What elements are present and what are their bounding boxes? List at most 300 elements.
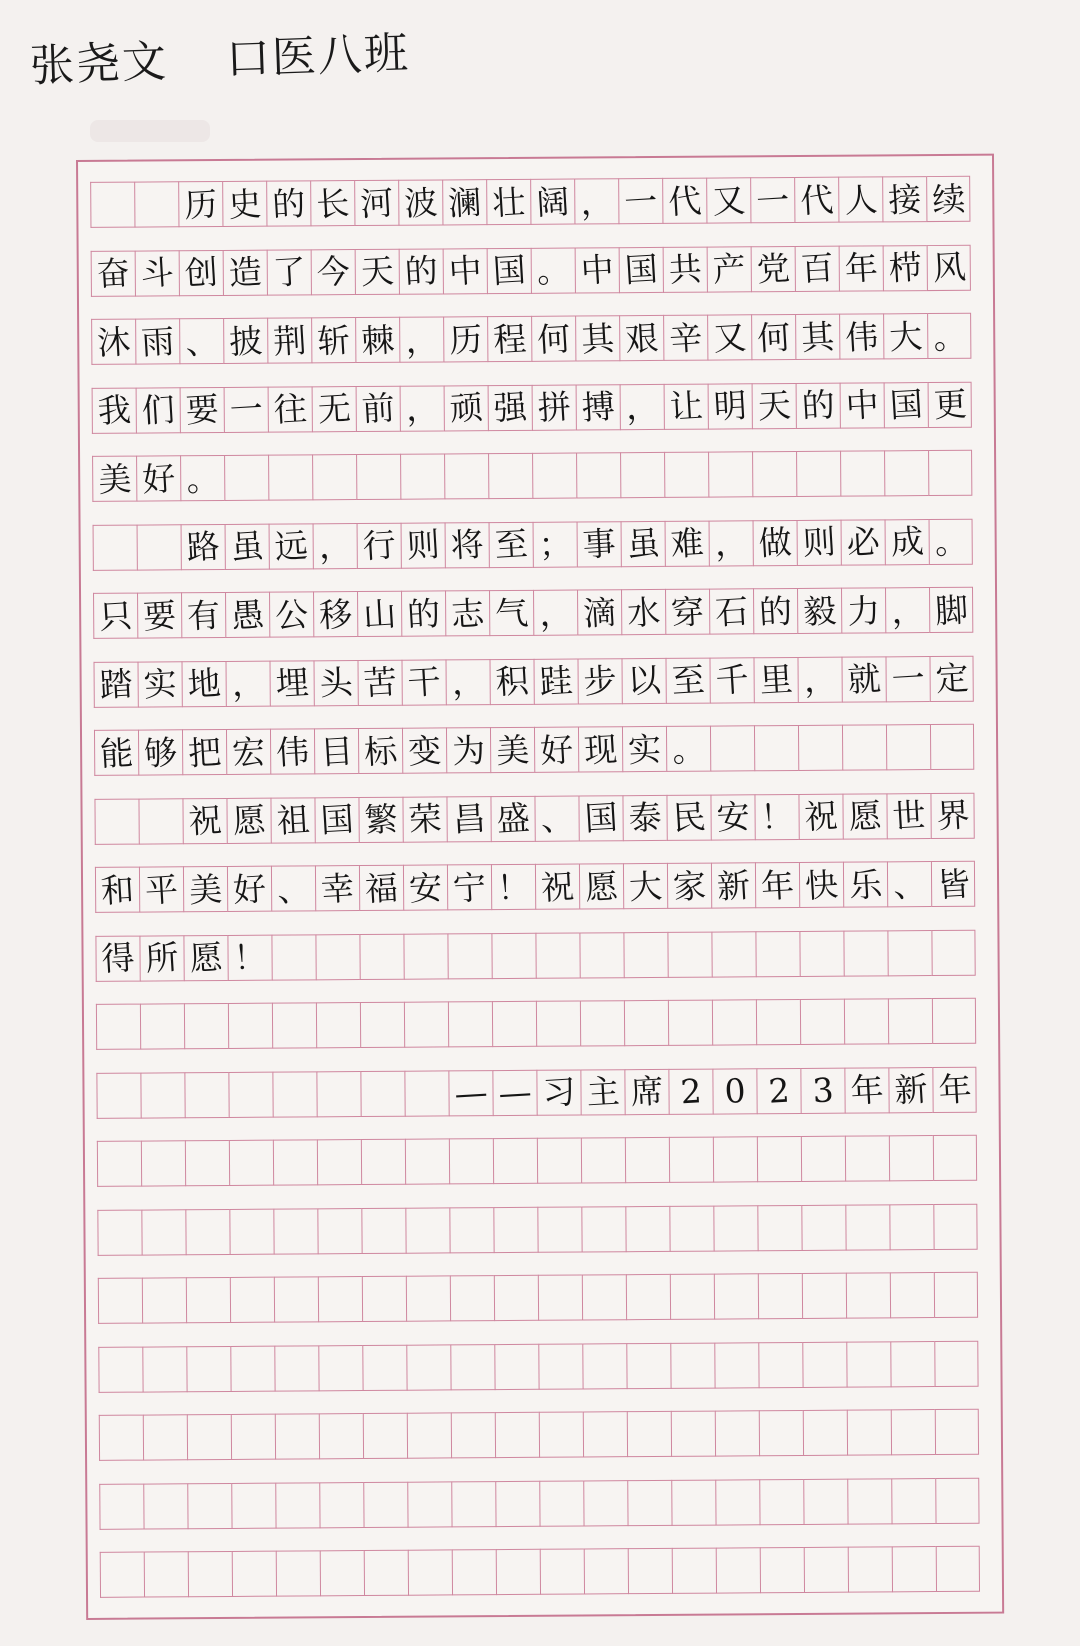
grid-cell xyxy=(267,249,311,295)
grid-cell xyxy=(449,1138,493,1184)
handwritten-char: 公 xyxy=(274,594,310,635)
handwritten-char: 只 xyxy=(98,595,134,637)
grid-cell xyxy=(93,593,137,639)
grid-cell xyxy=(884,450,928,496)
handwritten-char: 脚 xyxy=(933,589,969,631)
grid-cell xyxy=(929,518,973,564)
grid-cell xyxy=(408,1549,452,1595)
handwritten-char: 、 xyxy=(184,320,220,362)
grid-cell xyxy=(93,524,137,570)
grid-cell xyxy=(141,1209,185,1255)
grid-cell xyxy=(492,1001,536,1047)
grid-cell xyxy=(888,998,932,1044)
grid-cell xyxy=(803,1410,847,1456)
handwritten-char: 美 xyxy=(495,729,531,771)
grid-cell xyxy=(845,1135,889,1181)
handwritten-char: 定 xyxy=(934,657,970,699)
grid-cell xyxy=(933,1135,977,1181)
grid-cell xyxy=(360,1070,404,1116)
handwritten-char: 新 xyxy=(893,1069,929,1111)
grid-cell xyxy=(759,1478,803,1524)
handwritten-char: 。 xyxy=(185,457,221,499)
grid-cell xyxy=(272,1002,316,1048)
grid-cell xyxy=(622,726,666,772)
handwritten-char: 美 xyxy=(97,458,133,500)
grid-row xyxy=(97,1135,977,1187)
handwritten-char: 做 xyxy=(757,522,793,564)
grid-cell xyxy=(179,249,223,295)
grid-row xyxy=(94,792,974,844)
handwritten-char: ， xyxy=(538,592,574,634)
grid-cell xyxy=(311,249,355,295)
handwritten-char: 的 xyxy=(406,593,442,635)
grid-cell xyxy=(315,934,359,980)
grid-cell xyxy=(582,1343,626,1389)
grid-cell xyxy=(670,1274,714,1320)
grid-cell xyxy=(99,1415,143,1461)
grid-cell xyxy=(404,1001,448,1047)
handwritten-char: 祝 xyxy=(539,866,576,908)
grid-row xyxy=(92,450,972,502)
grid-cell xyxy=(838,176,882,222)
grid-cell xyxy=(319,1413,363,1459)
handwritten-char: 好 xyxy=(141,457,177,499)
handwritten-char: 必 xyxy=(845,521,881,563)
handwritten-char: 无 xyxy=(316,388,352,430)
grid-cell xyxy=(933,1203,977,1249)
grid-row xyxy=(98,1340,978,1392)
handwritten-char: 快 xyxy=(803,864,840,906)
handwritten-char: ， xyxy=(890,589,926,631)
handwritten-char: 棘 xyxy=(360,319,396,361)
handwritten-char: 难 xyxy=(669,522,705,564)
grid-cell xyxy=(627,1411,671,1457)
grid-cell xyxy=(313,591,357,637)
grid-cell xyxy=(227,866,271,912)
handwritten-char: 让 xyxy=(668,385,704,427)
handwritten-char: 虽 xyxy=(625,523,661,564)
grid-cell xyxy=(623,863,667,909)
grid-cell xyxy=(669,1205,713,1251)
grid-cell xyxy=(184,1071,228,1117)
grid-cell xyxy=(841,656,885,702)
grid-cell xyxy=(445,659,489,705)
grid-cell xyxy=(269,660,313,706)
grid-cell xyxy=(887,930,931,976)
handwritten-char: 搏 xyxy=(580,386,616,428)
grid-cell xyxy=(626,1274,670,1320)
grid-cell xyxy=(843,930,887,976)
grid-cell xyxy=(883,313,927,359)
grid-cell xyxy=(489,658,533,704)
handwritten-char: 其 xyxy=(580,317,616,359)
handwritten-char: 产 xyxy=(711,248,747,290)
handwritten-char: 目 xyxy=(319,730,355,772)
handwritten-char: 路 xyxy=(185,526,221,568)
handwritten-char: 一 xyxy=(623,180,659,222)
handwritten-char: 移 xyxy=(318,593,354,635)
handwritten-char: 。 xyxy=(670,728,707,770)
grid-cell xyxy=(797,519,841,565)
handwritten-char: 伟 xyxy=(844,316,880,357)
grid-cell xyxy=(842,724,886,770)
grid-cell xyxy=(706,177,750,223)
grid-cell xyxy=(187,1482,231,1528)
grid-row xyxy=(99,1477,979,1529)
handwritten-char: 昌 xyxy=(451,798,487,840)
handwritten-char: 盛 xyxy=(495,798,531,839)
handwritten-char: 斗 xyxy=(139,252,175,294)
grid-cell xyxy=(840,450,884,496)
grid-cell xyxy=(268,454,312,500)
handwritten-char: 愿 xyxy=(231,799,267,841)
handwritten-char: 水 xyxy=(626,591,662,633)
grid-cell xyxy=(181,592,225,638)
handwritten-char: 辛 xyxy=(668,317,704,359)
grid-cell xyxy=(672,1548,716,1594)
grid-row xyxy=(93,587,973,639)
grid-cell xyxy=(92,456,136,502)
grid-cell xyxy=(276,1550,320,1596)
grid-cell xyxy=(137,524,181,570)
grid-cell xyxy=(795,314,839,360)
grid-cell xyxy=(134,181,178,227)
handwritten-char: 福 xyxy=(363,867,400,909)
grid-cell xyxy=(312,454,356,500)
grid-cell xyxy=(401,590,445,636)
grid-cell xyxy=(94,730,138,776)
grid-cell xyxy=(578,726,622,772)
handwritten-char: 国 xyxy=(623,249,659,291)
grid-cell xyxy=(531,247,575,293)
handwritten-char: 雨 xyxy=(140,320,176,362)
grid-cell xyxy=(318,1276,362,1322)
grid-cell xyxy=(95,935,139,981)
grid-cell xyxy=(447,933,491,979)
grid-cell xyxy=(363,1481,407,1527)
grid-cell xyxy=(711,862,755,908)
grid-cell xyxy=(182,729,226,775)
grid-cell xyxy=(619,315,663,361)
grid-cell xyxy=(142,1346,186,1392)
grid-cell xyxy=(844,1067,888,1113)
grid-cell xyxy=(363,1413,407,1459)
grid-cell xyxy=(222,181,266,227)
grid-cell xyxy=(663,315,707,361)
handwritten-char: 席 xyxy=(629,1071,665,1112)
grid-cell xyxy=(144,1551,188,1597)
grid-cell xyxy=(799,862,843,908)
handwritten-char: 变 xyxy=(407,730,443,772)
grid-cell xyxy=(662,178,706,224)
grid-cell xyxy=(449,1207,493,1253)
grid-cell xyxy=(184,1003,228,1049)
handwritten-char: 宏 xyxy=(231,731,267,773)
grid-cell xyxy=(230,1277,274,1323)
grid-cell xyxy=(882,176,926,222)
handwritten-char: 、 xyxy=(275,868,312,909)
grid-row xyxy=(90,176,970,228)
grid-cell xyxy=(928,381,972,427)
grid-cell xyxy=(495,1412,539,1458)
handwritten-char: 百 xyxy=(799,247,835,289)
handwritten-char: 一 xyxy=(755,179,791,221)
grid-cell xyxy=(97,1209,141,1255)
grid-cell xyxy=(355,317,399,363)
handwritten-char: ， xyxy=(317,525,353,567)
handwritten-char: ， xyxy=(230,662,266,704)
grid-cell xyxy=(625,1205,669,1251)
grid-cell xyxy=(530,179,574,225)
grid-cell xyxy=(847,1409,891,1455)
grid-cell xyxy=(927,244,971,290)
handwritten-char: 创 xyxy=(183,252,219,294)
handwritten-char: 的 xyxy=(758,590,794,632)
grid-cell xyxy=(671,1411,715,1457)
handwritten-char: 大 xyxy=(888,315,924,357)
grid-cell xyxy=(623,931,667,977)
grid-cell xyxy=(143,1414,187,1460)
grid-cell xyxy=(268,386,312,432)
grid-cell xyxy=(539,1411,583,1457)
grid-cell xyxy=(272,1071,316,1117)
grid-cell xyxy=(755,862,799,908)
grid-cell xyxy=(531,316,575,362)
grid-cell xyxy=(451,1412,495,1458)
grid-cell xyxy=(583,1480,627,1526)
grid-cell xyxy=(226,797,270,843)
handwritten-char: 事 xyxy=(581,523,617,565)
grid-cell xyxy=(929,655,973,701)
handwritten-char: 要 xyxy=(184,389,220,431)
grid-cell xyxy=(581,1137,625,1183)
handwritten-char: 石 xyxy=(714,590,750,632)
grid-cell xyxy=(356,454,400,500)
grid-cell xyxy=(490,727,534,773)
grid-cell xyxy=(931,929,975,975)
grid-cell xyxy=(579,932,623,978)
grid-cell xyxy=(443,316,487,362)
handwritten-char: 一 xyxy=(228,388,264,430)
grid-cell xyxy=(314,728,358,774)
grid-cell xyxy=(188,1551,232,1597)
handwritten-char: 大 xyxy=(627,865,664,907)
grid-cell xyxy=(448,1001,492,1047)
grid-cell xyxy=(492,1069,536,1115)
grid-cell xyxy=(577,521,621,567)
grid-cell xyxy=(359,865,403,911)
grid-cell xyxy=(794,177,838,223)
grid-cell xyxy=(890,1341,934,1387)
grid-cell xyxy=(800,999,844,1045)
grid-cell xyxy=(315,865,359,911)
grid-cell xyxy=(621,657,665,703)
grid-cell xyxy=(754,725,798,771)
grid-cell xyxy=(709,657,753,703)
handwritten-char: 现 xyxy=(582,728,619,770)
handwritten-char: 习 xyxy=(541,1071,577,1113)
handwritten-char: 愿 xyxy=(583,865,620,907)
grid-cell xyxy=(574,178,618,224)
handwritten-char: 步 xyxy=(582,660,618,702)
grid-cell xyxy=(92,387,136,433)
grid-cell xyxy=(580,1069,624,1115)
grid-cell xyxy=(356,385,400,431)
grid-cell xyxy=(266,180,310,226)
grid-cell xyxy=(232,1551,276,1597)
grid-cell xyxy=(181,523,225,569)
grid-cell xyxy=(274,1276,318,1322)
grid-cell xyxy=(844,998,888,1044)
handwritten-char: 世 xyxy=(891,795,927,837)
grid-cell xyxy=(231,1414,275,1460)
grid-cell xyxy=(710,725,754,771)
handwritten-char: 滴 xyxy=(582,591,618,633)
handwritten-char: 拼 xyxy=(536,386,572,428)
grid-cell xyxy=(138,729,182,775)
grid-cell xyxy=(267,317,311,363)
handwritten-char: 繁 xyxy=(363,798,399,840)
grid-cell xyxy=(317,1139,361,1185)
grid-cell xyxy=(802,1341,846,1387)
handwritten-char: 远 xyxy=(273,525,309,567)
grid-cell xyxy=(534,795,578,841)
grid-cell xyxy=(576,452,620,498)
grid-cell xyxy=(801,1136,845,1182)
handwritten-char: 其 xyxy=(800,316,836,358)
grid-cell xyxy=(580,1000,624,1046)
handwritten-char: 平 xyxy=(143,868,180,910)
grid-cell xyxy=(493,1206,537,1252)
grid-cell xyxy=(583,1411,627,1457)
grid-cell xyxy=(884,382,928,428)
handwritten-char: 则 xyxy=(405,524,441,566)
grid-cell xyxy=(360,1002,404,1048)
handwritten-char: 毅 xyxy=(802,590,838,632)
handwritten-char: 一 xyxy=(890,658,926,700)
handwritten-char: 又 xyxy=(711,179,747,221)
grid-cell xyxy=(936,1546,980,1592)
grid-cell xyxy=(489,590,533,636)
handwritten-char: 。 xyxy=(933,520,969,562)
grid-cell xyxy=(180,386,224,432)
handwritten-char: 实 xyxy=(626,728,663,770)
handwritten-char: 和 xyxy=(99,869,136,911)
grid-cell xyxy=(271,934,315,980)
handwritten-char: 年 xyxy=(843,247,879,289)
grid-cell xyxy=(223,318,267,364)
handwritten-char: 国 xyxy=(319,799,355,841)
grid-cell xyxy=(224,455,268,501)
handwritten-char: 皆 xyxy=(935,863,971,905)
grid-cell xyxy=(228,1003,272,1049)
grid-cell xyxy=(275,1413,319,1459)
grid-cell xyxy=(142,1277,186,1323)
grid-cell xyxy=(798,725,842,771)
grid-cell xyxy=(713,1205,757,1251)
grid-cell xyxy=(575,315,619,361)
grid-cell xyxy=(185,1140,229,1186)
grid-cell xyxy=(269,591,313,637)
grid-cell xyxy=(628,1548,672,1594)
grid-row xyxy=(91,244,971,296)
grid-cell xyxy=(798,793,842,839)
handwritten-char: 至 xyxy=(493,524,529,565)
grid-row xyxy=(98,1272,978,1324)
grid-cell xyxy=(226,729,270,775)
handwritten-char: 为 xyxy=(451,729,487,771)
grid-cell xyxy=(533,590,577,636)
grid-row xyxy=(96,1066,976,1118)
grid-cell xyxy=(225,523,269,569)
grid-cell xyxy=(140,1072,184,1118)
handwritten-char: 里 xyxy=(758,659,794,701)
grid-cell xyxy=(627,1479,671,1525)
handwritten-char: ， xyxy=(404,319,440,361)
grid-cell xyxy=(91,250,135,296)
handwritten-char: 天 xyxy=(756,385,792,427)
grid-cell xyxy=(357,591,401,637)
grid-cell xyxy=(354,180,398,226)
grid-cell xyxy=(227,934,271,980)
grid-cell xyxy=(846,1272,890,1318)
grid-cell xyxy=(712,1068,756,1114)
grid-cell xyxy=(490,795,534,841)
grid-cell xyxy=(224,386,268,432)
grid-cell xyxy=(98,1278,142,1324)
handwritten-char: 祝 xyxy=(803,795,839,837)
handwritten-char: 宁 xyxy=(451,866,488,908)
grid-cell xyxy=(668,1000,712,1046)
grid-cell xyxy=(885,587,929,633)
grid-cell xyxy=(137,661,181,707)
grid-cell xyxy=(136,387,180,433)
grid-cell xyxy=(666,726,710,772)
grid-cell xyxy=(231,1482,275,1528)
grid-cell xyxy=(846,1341,890,1387)
handwritten-char: 波 xyxy=(403,182,439,224)
handwritten-char: ， xyxy=(404,387,440,429)
grid-cell xyxy=(358,796,402,842)
handwritten-char: 安 xyxy=(407,867,444,909)
handwritten-char: 共 xyxy=(667,248,703,290)
grid-cell xyxy=(533,521,577,567)
grid-cell xyxy=(709,588,753,634)
handwritten-char: 造 xyxy=(227,251,263,293)
grid-cell xyxy=(715,1479,759,1525)
handwritten-char: 志 xyxy=(450,592,486,634)
handwritten-char: 力 xyxy=(846,590,882,631)
handwritten-char: 的 xyxy=(403,250,439,292)
grid-cell xyxy=(750,177,794,223)
grid-cell xyxy=(402,796,446,842)
grid-cell xyxy=(753,588,797,634)
grid-row xyxy=(100,1546,980,1598)
grid-cell xyxy=(537,1206,581,1252)
student-name: 张尧文 xyxy=(29,36,169,92)
grid-cell xyxy=(883,245,927,291)
grid-cell xyxy=(135,318,179,364)
grid-cell xyxy=(667,931,711,977)
handwritten-char: 好 xyxy=(231,868,268,910)
grid-cell xyxy=(753,656,797,702)
grid-cell xyxy=(578,795,622,841)
grid-cell xyxy=(533,658,577,704)
grid-cell xyxy=(405,1138,449,1184)
handwritten-char: 主 xyxy=(585,1071,621,1113)
grid-cell xyxy=(712,999,756,1045)
handwritten-char: 则 xyxy=(801,521,837,563)
